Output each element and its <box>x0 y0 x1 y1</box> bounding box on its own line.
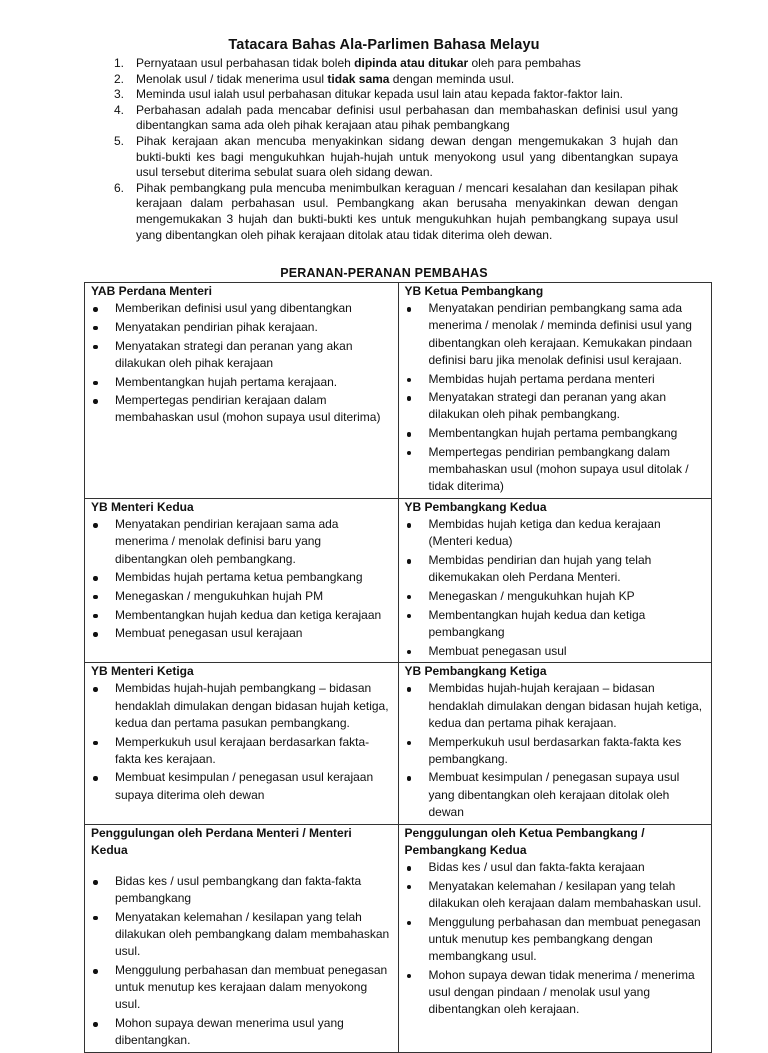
role-point: Membidas hujah pertama perdana menteri <box>405 371 706 388</box>
rule-text: Perbahasan adalah pada mencabar definisi usul perbahasan dan membahaskan definisi usul yang dibentangkan sama ada oleh pihak kerajaan atau pihak pembangkang <box>136 102 678 133</box>
roles-row <box>85 498 712 662</box>
rule-number: 4. <box>114 102 125 117</box>
role-point: Mohon supaya dewan menerima usul yang dibentangkan. <box>91 1015 392 1049</box>
rule-number: 3. <box>114 87 125 102</box>
role-point: Bidas kes / usul pembangkang dan fakta-fakta pembangkang <box>91 873 392 907</box>
rule-item <box>108 56 678 72</box>
role-points <box>405 300 706 495</box>
rule-item <box>108 87 678 103</box>
rule-item <box>108 181 678 243</box>
role-title: Penggulungan oleh Perdana Menteri / Menteri Kedua <box>91 825 352 857</box>
role-points <box>405 859 706 1018</box>
rule-emphasis: tidak sama <box>327 71 390 86</box>
roles-row <box>85 283 712 499</box>
role-point: Menyatakan kelemahan / kesilapan yang telah dilakukan oleh kerajaan dalam membahaskan usul. <box>405 878 706 912</box>
document-title: Tatacara Bahas Ala-Parlimen Bahasa Melayu <box>228 37 540 53</box>
role-point: Bidas kes / usul dan fakta-fakta kerajaan <box>405 859 706 876</box>
role-cell <box>398 498 712 662</box>
rule-text: Pihak kerajaan akan mencuba menyakinkan sidang dewan dengan mengemukakan 3 hujah dan bukti-bukti kes bagi mengukuhkan hujah-hujah untuk menyokong usul yang dibentangkan supaya usul tersebut diterima sebulat suara oleh sidang dewan. <box>136 133 678 180</box>
role-point: Membuat kesimpulan / penegasan supaya usul yang dibentangkan oleh kerajaan ditolak oleh dewan <box>405 769 706 821</box>
rules-list <box>108 56 678 243</box>
roles-heading: PERANAN-PERANAN PEMBAHAS <box>280 266 488 280</box>
role-point: Membuat kesimpulan / penegasan usul kerajaan supaya diterima oleh dewan <box>91 769 392 803</box>
role-title: YB Ketua Pembangkang <box>404 284 544 298</box>
role-point: Membidas pendirian dan hujah yang telah dikemukakan oleh Perdana Menteri. <box>405 552 706 586</box>
role-point: Membuat penegasan usul <box>405 643 706 660</box>
role-point: Membentangkan hujah pertama kerajaan. <box>91 374 392 391</box>
role-point: Mohon supaya dewan tidak menerima / menerima usul dengan pindaan / menolak usul yang dibentangkan oleh kerajaan. <box>405 967 706 1019</box>
role-point: Mempertegas pendirian kerajaan dalam membahaskan usul (mohon supaya usul diterima) <box>91 392 392 426</box>
role-point: Membidas hujah pertama ketua pembangkang <box>91 569 392 586</box>
role-cell <box>85 498 399 662</box>
role-point: Membentangkan hujah kedua dan ketiga pembangkang <box>405 607 706 641</box>
role-point: Membidas hujah-hujah kerajaan – bidasan hendaklah dimulakan dengan bidasan hujah ketiga, kedua dan pertama pihak kerajaan. <box>405 680 706 732</box>
role-point: Menyatakan kelemahan / kesilapan yang telah dilakukan oleh pembangkang dalam membahaskan usul. <box>91 909 392 961</box>
role-point: Menggulung perbahasan dan membuat penegasan untuk menutup kes kerajaan dalam menyokong usul. <box>91 962 392 1014</box>
role-point: Membidas hujah-hujah pembangkang – bidasan hendaklah dimulakan dengan bidasan hujah ketiga, kedua dan pertama pasukan pembangkang. <box>91 680 392 732</box>
spacer <box>91 859 392 873</box>
role-point: Menegaskan / mengukuhkan hujah PM <box>91 588 392 605</box>
role-point: Mempertegas pendirian pembangkang dalam membahaskan usul (mohon supaya usul ditolak / tidak diterima) <box>405 444 706 496</box>
role-cell <box>85 663 399 824</box>
role-points <box>405 680 706 821</box>
role-point: Menyatakan strategi dan peranan yang akan dilakukan oleh pihak kerajaan <box>91 338 392 372</box>
rule-text: Pernyataan usul perbahasan tidak boleh <box>136 56 355 70</box>
role-points <box>91 873 392 1050</box>
rule-text: Menolak usul / tidak menerima usul <box>136 71 328 86</box>
role-points <box>91 516 392 642</box>
role-points <box>405 516 706 660</box>
role-title: Penggulungan oleh Ketua Pembangkang / Pembangkang Kedua <box>404 825 645 857</box>
role-point: Membuat penegasan usul kerajaan <box>91 625 392 642</box>
rule-number: 1. <box>114 56 125 70</box>
rule-text: oleh para pembahas <box>468 56 581 70</box>
rule-emphasis: dipinda atau ditukar <box>354 56 469 70</box>
rule-item <box>108 134 678 181</box>
roles-row <box>85 824 712 1052</box>
role-cell <box>85 824 399 1052</box>
role-point: Menggulung perbahasan dan membuat penegasan untuk menutup kes pembangkang dengan membangkang usul. <box>405 914 706 966</box>
role-point: Membidas hujah ketiga dan kedua kerajaan (Menteri kedua) <box>405 516 706 550</box>
role-points <box>91 680 392 803</box>
role-cell <box>398 663 712 824</box>
rule-item <box>108 103 678 134</box>
role-point: Menyatakan pendirian pihak kerajaan. <box>91 319 392 336</box>
rule-item <box>108 72 678 88</box>
roles-table <box>84 282 712 1053</box>
rule-number: 5. <box>114 133 125 148</box>
role-point: Memperkukuh usul kerajaan berdasarkan fakta-fakta kes kerajaan. <box>91 734 392 768</box>
role-cell <box>398 824 712 1052</box>
role-cell <box>398 283 712 499</box>
role-title: YB Pembangkang Kedua <box>404 499 547 514</box>
rule-text: Pihak pembangkang pula mencuba menimbulkan keraguan / mencari kesalahan dan kesilapan pihak kerajaan dalam perbahasan usul. Pembangkang akan berusaha menyakinkan dewan dengan mengemukakan 3 hujah dan bukti-bukti kes untuk mengukuhkan hujah pembangkang supaya usul yang dibentangkan oleh pihak kerajaan ditolak atau tidak diterima oleh dewan. <box>136 180 678 242</box>
role-title: YAB Perdana Menteri <box>91 284 212 298</box>
role-point: Menyatakan strategi dan peranan yang akan dilakukan oleh pihak pembangkang. <box>405 389 706 423</box>
role-point: Membentangkan hujah kedua dan ketiga kerajaan <box>91 607 392 624</box>
role-cell <box>85 283 399 499</box>
role-title: YB Menteri Kedua <box>91 499 194 514</box>
roles-row <box>85 663 712 824</box>
rule-text: dengan meminda usul. <box>389 71 515 86</box>
role-point: Menegaskan / mengukuhkan hujah KP <box>405 588 706 605</box>
rule-text: Meminda usul ialah usul perbahasan ditukar kepada usul lain atau kepada faktor-faktor lain. <box>136 87 623 102</box>
role-title: YB Pembangkang Ketiga <box>404 664 547 679</box>
role-points <box>91 300 392 426</box>
role-point: Memberikan definisi usul yang dibentangkan <box>91 300 392 317</box>
role-point: Menyatakan pendirian kerajaan sama ada menerima / menolak definisi baru yang dibentangkan oleh pembangkang. <box>91 516 392 568</box>
rule-number: 6. <box>114 180 125 195</box>
role-title: YB Menteri Ketiga <box>91 664 194 679</box>
rule-number: 2. <box>114 71 125 86</box>
role-point: Menyatakan pendirian pembangkang sama ada menerima / menolak / meminda definisi usul yang dibentangkan oleh kerajaan. Kemukakan pindaan definisi baru jika menolak definisi usul kerajaan. <box>405 300 706 369</box>
role-point: Memperkukuh usul berdasarkan fakta-fakta kes pembangkang. <box>405 734 706 768</box>
role-point: Membentangkan hujah pertama pembangkang <box>405 425 706 442</box>
